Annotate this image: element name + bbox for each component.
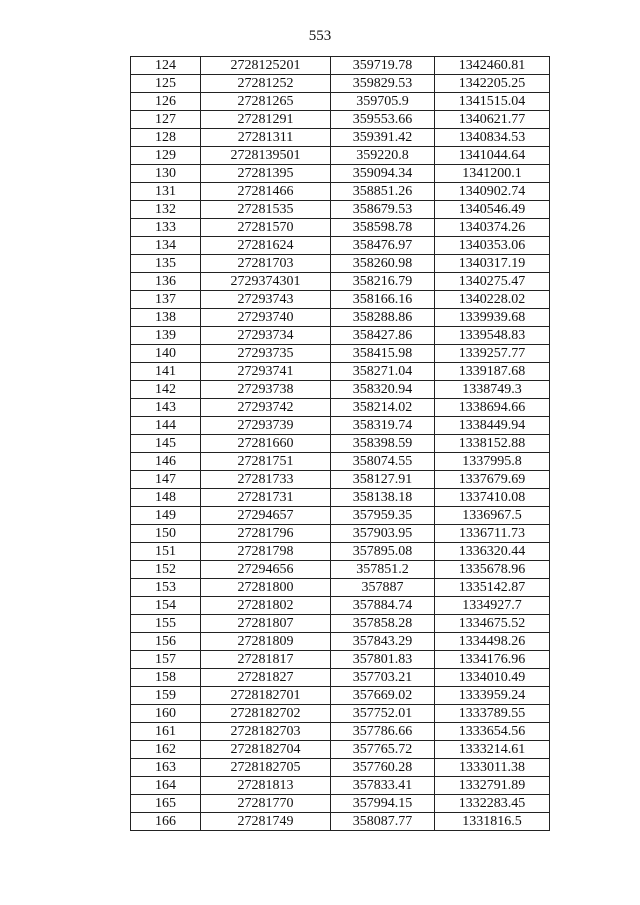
x-coordinate-cell: 358415.98 xyxy=(331,345,435,363)
table-row xyxy=(131,219,550,237)
row-index-cell: 159 xyxy=(131,687,201,705)
y-coordinate-cell: 1333654.56 xyxy=(435,723,550,741)
table-row xyxy=(131,795,550,813)
table-row xyxy=(131,327,550,345)
table-row xyxy=(131,435,550,453)
table-row xyxy=(131,453,550,471)
row-index-cell: 141 xyxy=(131,363,201,381)
x-coordinate-cell: 357858.28 xyxy=(331,615,435,633)
table-row xyxy=(131,651,550,669)
point-id-cell: 27281807 xyxy=(201,615,331,633)
point-id-cell: 27293741 xyxy=(201,363,331,381)
row-index-cell: 134 xyxy=(131,237,201,255)
y-coordinate-cell: 1333214.61 xyxy=(435,741,550,759)
y-coordinate-cell: 1339257.77 xyxy=(435,345,550,363)
y-coordinate-cell: 1336967.5 xyxy=(435,507,550,525)
y-coordinate-cell: 1336711.73 xyxy=(435,525,550,543)
x-coordinate-cell: 359094.34 xyxy=(331,165,435,183)
row-index-cell: 164 xyxy=(131,777,201,795)
row-index-cell: 149 xyxy=(131,507,201,525)
table-row xyxy=(131,777,550,795)
row-index-cell: 158 xyxy=(131,669,201,687)
x-coordinate-cell: 358851.26 xyxy=(331,183,435,201)
row-index-cell: 136 xyxy=(131,273,201,291)
point-id-cell: 2728182702 xyxy=(201,705,331,723)
x-coordinate-cell: 357843.29 xyxy=(331,633,435,651)
x-coordinate-cell: 358398.59 xyxy=(331,435,435,453)
x-coordinate-cell: 358138.18 xyxy=(331,489,435,507)
point-id-cell: 27281731 xyxy=(201,489,331,507)
row-index-cell: 147 xyxy=(131,471,201,489)
row-index-cell: 156 xyxy=(131,633,201,651)
y-coordinate-cell: 1340317.19 xyxy=(435,255,550,273)
y-coordinate-cell: 1340621.77 xyxy=(435,111,550,129)
point-id-cell: 27293740 xyxy=(201,309,331,327)
x-coordinate-cell: 358271.04 xyxy=(331,363,435,381)
table-row xyxy=(131,417,550,435)
y-coordinate-cell: 1333789.55 xyxy=(435,705,550,723)
table-row xyxy=(131,813,550,831)
row-index-cell: 155 xyxy=(131,615,201,633)
x-coordinate-cell: 357895.08 xyxy=(331,543,435,561)
table-row xyxy=(131,633,550,651)
y-coordinate-cell: 1342460.81 xyxy=(435,57,550,75)
table-row xyxy=(131,57,550,75)
point-id-cell: 2728182703 xyxy=(201,723,331,741)
y-coordinate-cell: 1334010.49 xyxy=(435,669,550,687)
row-index-cell: 125 xyxy=(131,75,201,93)
table-row xyxy=(131,597,550,615)
coordinates-table-body xyxy=(131,57,550,831)
point-id-cell: 27281751 xyxy=(201,453,331,471)
table-row xyxy=(131,183,550,201)
row-index-cell: 124 xyxy=(131,57,201,75)
x-coordinate-cell: 358260.98 xyxy=(331,255,435,273)
point-id-cell: 27281624 xyxy=(201,237,331,255)
table-row xyxy=(131,237,550,255)
x-coordinate-cell: 358166.16 xyxy=(331,291,435,309)
point-id-cell: 27293738 xyxy=(201,381,331,399)
table-row xyxy=(131,201,550,219)
point-id-cell: 27281802 xyxy=(201,597,331,615)
x-coordinate-cell: 357833.41 xyxy=(331,777,435,795)
y-coordinate-cell: 1337410.08 xyxy=(435,489,550,507)
row-index-cell: 128 xyxy=(131,129,201,147)
row-index-cell: 146 xyxy=(131,453,201,471)
table-row xyxy=(131,687,550,705)
coordinates-table xyxy=(130,56,550,831)
point-id-cell: 27281703 xyxy=(201,255,331,273)
row-index-cell: 140 xyxy=(131,345,201,363)
table-row xyxy=(131,75,550,93)
y-coordinate-cell: 1334176.96 xyxy=(435,651,550,669)
point-id-cell: 27281291 xyxy=(201,111,331,129)
x-coordinate-cell: 357786.66 xyxy=(331,723,435,741)
y-coordinate-cell: 1335142.87 xyxy=(435,579,550,597)
point-id-cell: 27281827 xyxy=(201,669,331,687)
y-coordinate-cell: 1338152.88 xyxy=(435,435,550,453)
row-index-cell: 151 xyxy=(131,543,201,561)
x-coordinate-cell: 359220.8 xyxy=(331,147,435,165)
point-id-cell: 27293743 xyxy=(201,291,331,309)
x-coordinate-cell: 357752.01 xyxy=(331,705,435,723)
table-row xyxy=(131,471,550,489)
point-id-cell: 27281813 xyxy=(201,777,331,795)
x-coordinate-cell: 359705.9 xyxy=(331,93,435,111)
x-coordinate-cell: 358214.02 xyxy=(331,399,435,417)
row-index-cell: 154 xyxy=(131,597,201,615)
y-coordinate-cell: 1339548.83 xyxy=(435,327,550,345)
x-coordinate-cell: 358288.86 xyxy=(331,309,435,327)
x-coordinate-cell: 357669.02 xyxy=(331,687,435,705)
row-index-cell: 157 xyxy=(131,651,201,669)
row-index-cell: 131 xyxy=(131,183,201,201)
y-coordinate-cell: 1338694.66 xyxy=(435,399,550,417)
row-index-cell: 144 xyxy=(131,417,201,435)
point-id-cell: 27281660 xyxy=(201,435,331,453)
y-coordinate-cell: 1340275.47 xyxy=(435,273,550,291)
row-index-cell: 143 xyxy=(131,399,201,417)
table-row xyxy=(131,129,550,147)
point-id-cell: 27281570 xyxy=(201,219,331,237)
point-id-cell: 27281265 xyxy=(201,93,331,111)
row-index-cell: 166 xyxy=(131,813,201,831)
y-coordinate-cell: 1340902.74 xyxy=(435,183,550,201)
y-coordinate-cell: 1341515.04 xyxy=(435,93,550,111)
table-row xyxy=(131,759,550,777)
row-index-cell: 137 xyxy=(131,291,201,309)
table-row xyxy=(131,363,550,381)
table-row xyxy=(131,291,550,309)
point-id-cell: 2728182704 xyxy=(201,741,331,759)
y-coordinate-cell: 1337679.69 xyxy=(435,471,550,489)
y-coordinate-cell: 1332791.89 xyxy=(435,777,550,795)
table-row xyxy=(131,723,550,741)
y-coordinate-cell: 1340834.53 xyxy=(435,129,550,147)
x-coordinate-cell: 359829.53 xyxy=(331,75,435,93)
row-index-cell: 127 xyxy=(131,111,201,129)
point-id-cell: 2728182705 xyxy=(201,759,331,777)
row-index-cell: 139 xyxy=(131,327,201,345)
point-id-cell: 27281466 xyxy=(201,183,331,201)
table-row xyxy=(131,111,550,129)
row-index-cell: 163 xyxy=(131,759,201,777)
table-row xyxy=(131,579,550,597)
table-row xyxy=(131,399,550,417)
y-coordinate-cell: 1340353.06 xyxy=(435,237,550,255)
point-id-cell: 2728182701 xyxy=(201,687,331,705)
y-coordinate-cell: 1335678.96 xyxy=(435,561,550,579)
table-row xyxy=(131,489,550,507)
point-id-cell: 27281817 xyxy=(201,651,331,669)
row-index-cell: 165 xyxy=(131,795,201,813)
row-index-cell: 145 xyxy=(131,435,201,453)
table-row xyxy=(131,543,550,561)
table-row xyxy=(131,615,550,633)
y-coordinate-cell: 1333959.24 xyxy=(435,687,550,705)
point-id-cell: 27281733 xyxy=(201,471,331,489)
x-coordinate-cell: 359391.42 xyxy=(331,129,435,147)
row-index-cell: 162 xyxy=(131,741,201,759)
point-id-cell: 27293742 xyxy=(201,399,331,417)
table-row xyxy=(131,507,550,525)
table-row xyxy=(131,165,550,183)
row-index-cell: 160 xyxy=(131,705,201,723)
x-coordinate-cell: 359553.66 xyxy=(331,111,435,129)
row-index-cell: 130 xyxy=(131,165,201,183)
table-row xyxy=(131,561,550,579)
point-id-cell: 27281798 xyxy=(201,543,331,561)
x-coordinate-cell: 358127.91 xyxy=(331,471,435,489)
y-coordinate-cell: 1337995.8 xyxy=(435,453,550,471)
y-coordinate-cell: 1339939.68 xyxy=(435,309,550,327)
row-index-cell: 135 xyxy=(131,255,201,273)
point-id-cell: 27293734 xyxy=(201,327,331,345)
point-id-cell: 27281535 xyxy=(201,201,331,219)
point-id-cell: 27293735 xyxy=(201,345,331,363)
point-id-cell: 27281796 xyxy=(201,525,331,543)
x-coordinate-cell: 357959.35 xyxy=(331,507,435,525)
point-id-cell: 2728139501 xyxy=(201,147,331,165)
page-number: 553 xyxy=(308,28,332,44)
x-coordinate-cell: 358476.97 xyxy=(331,237,435,255)
row-index-cell: 142 xyxy=(131,381,201,399)
row-index-cell: 152 xyxy=(131,561,201,579)
x-coordinate-cell: 358679.53 xyxy=(331,201,435,219)
point-id-cell: 27281800 xyxy=(201,579,331,597)
table-row xyxy=(131,255,550,273)
table-row xyxy=(131,93,550,111)
row-index-cell: 132 xyxy=(131,201,201,219)
x-coordinate-cell: 357903.95 xyxy=(331,525,435,543)
y-coordinate-cell: 1340228.02 xyxy=(435,291,550,309)
y-coordinate-cell: 1334927.7 xyxy=(435,597,550,615)
point-id-cell: 27281770 xyxy=(201,795,331,813)
y-coordinate-cell: 1341200.1 xyxy=(435,165,550,183)
table-row xyxy=(131,147,550,165)
point-id-cell: 2728125201 xyxy=(201,57,331,75)
row-index-cell: 133 xyxy=(131,219,201,237)
y-coordinate-cell: 1338449.94 xyxy=(435,417,550,435)
x-coordinate-cell: 357760.28 xyxy=(331,759,435,777)
point-id-cell: 27281311 xyxy=(201,129,331,147)
table-row xyxy=(131,381,550,399)
x-coordinate-cell: 359719.78 xyxy=(331,57,435,75)
y-coordinate-cell: 1334498.26 xyxy=(435,633,550,651)
y-coordinate-cell: 1338749.3 xyxy=(435,381,550,399)
y-coordinate-cell: 1332283.45 xyxy=(435,795,550,813)
x-coordinate-cell: 357884.74 xyxy=(331,597,435,615)
point-id-cell: 27281809 xyxy=(201,633,331,651)
x-coordinate-cell: 358319.74 xyxy=(331,417,435,435)
table-row xyxy=(131,669,550,687)
x-coordinate-cell: 357887 xyxy=(331,579,435,597)
row-index-cell: 148 xyxy=(131,489,201,507)
y-coordinate-cell: 1331816.5 xyxy=(435,813,550,831)
row-index-cell: 161 xyxy=(131,723,201,741)
table-row xyxy=(131,741,550,759)
x-coordinate-cell: 357765.72 xyxy=(331,741,435,759)
x-coordinate-cell: 357801.83 xyxy=(331,651,435,669)
point-id-cell: 27293739 xyxy=(201,417,331,435)
table-row xyxy=(131,705,550,723)
x-coordinate-cell: 357703.21 xyxy=(331,669,435,687)
y-coordinate-cell: 1340546.49 xyxy=(435,201,550,219)
row-index-cell: 150 xyxy=(131,525,201,543)
x-coordinate-cell: 357994.15 xyxy=(331,795,435,813)
table-row xyxy=(131,273,550,291)
point-id-cell: 2729374301 xyxy=(201,273,331,291)
point-id-cell: 27294656 xyxy=(201,561,331,579)
x-coordinate-cell: 358216.79 xyxy=(331,273,435,291)
point-id-cell: 27281395 xyxy=(201,165,331,183)
x-coordinate-cell: 358598.78 xyxy=(331,219,435,237)
row-index-cell: 129 xyxy=(131,147,201,165)
y-coordinate-cell: 1336320.44 xyxy=(435,543,550,561)
y-coordinate-cell: 1340374.26 xyxy=(435,219,550,237)
table-row xyxy=(131,309,550,327)
x-coordinate-cell: 358427.86 xyxy=(331,327,435,345)
row-index-cell: 126 xyxy=(131,93,201,111)
y-coordinate-cell: 1341044.64 xyxy=(435,147,550,165)
x-coordinate-cell: 358087.77 xyxy=(331,813,435,831)
point-id-cell: 27281252 xyxy=(201,75,331,93)
y-coordinate-cell: 1339187.68 xyxy=(435,363,550,381)
y-coordinate-cell: 1342205.25 xyxy=(435,75,550,93)
x-coordinate-cell: 358320.94 xyxy=(331,381,435,399)
row-index-cell: 138 xyxy=(131,309,201,327)
x-coordinate-cell: 358074.55 xyxy=(331,453,435,471)
point-id-cell: 27294657 xyxy=(201,507,331,525)
table-row xyxy=(131,525,550,543)
point-id-cell: 27281749 xyxy=(201,813,331,831)
y-coordinate-cell: 1334675.52 xyxy=(435,615,550,633)
y-coordinate-cell: 1333011.38 xyxy=(435,759,550,777)
x-coordinate-cell: 357851.2 xyxy=(331,561,435,579)
table-row xyxy=(131,345,550,363)
row-index-cell: 153 xyxy=(131,579,201,597)
